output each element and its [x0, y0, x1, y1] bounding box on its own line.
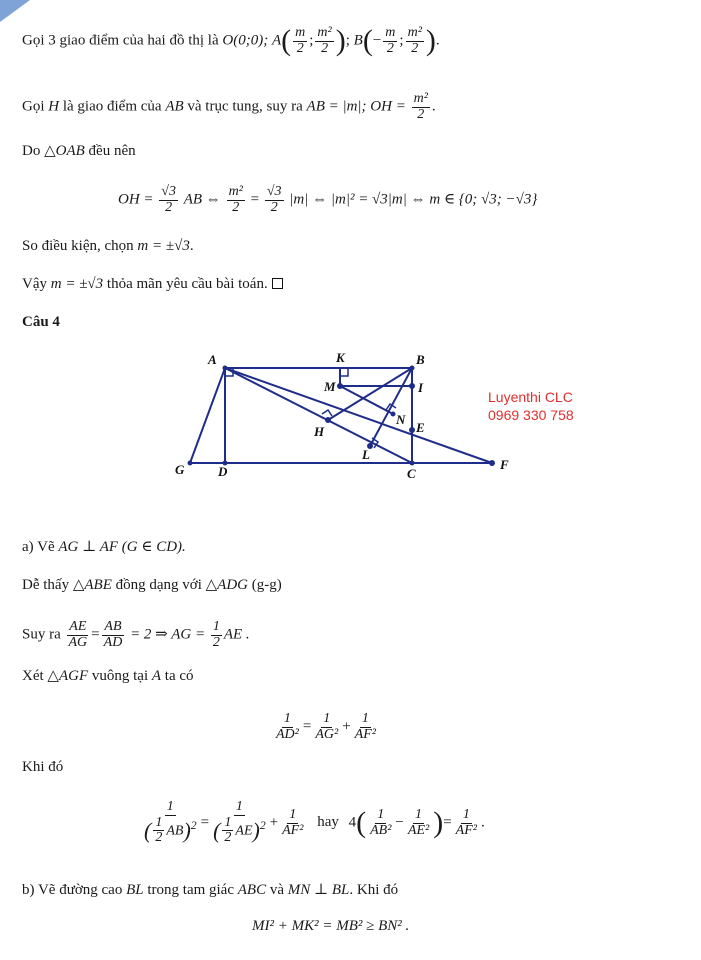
text: Gọi 3 giao điểm của hai đồ thị là — [22, 32, 219, 49]
fraction: $\frac{1}{2}$ — [212, 619, 220, 650]
segment-MN — [340, 386, 393, 414]
segment-AG — [190, 368, 225, 463]
similar-triangles: Dễ thấy △ABE đồng dạng với △ADG (g-g) — [22, 577, 282, 593]
segment-AF — [225, 368, 492, 463]
heading-question-4: Câu 4 — [22, 314, 60, 330]
fraction: 1 ( $\frac{1}{2}$ AE)$^2$ — [213, 799, 266, 846]
math-point-B: B — [353, 32, 363, 49]
equation-oh: OH = $\frac{√3}{2}$ AB ⇔ $\frac{\text{m²}}{2}$ = $\frac{√3}{2}$ |m| ⇔ |m|² = √3|m| ⇔ m ∈ {0; √3; −√3} — [118, 184, 538, 215]
fraction: $\frac{m}{2}$ — [385, 25, 396, 56]
fraction: $\frac{\text{m²}}{2}$ — [317, 25, 332, 56]
label-G: G — [175, 462, 185, 477]
equation-height: $\frac{1}{\text{AD²}}$ = $\frac{1}{\text{AG²}}$ + $\frac{1}{\text{AF²}}$ — [276, 711, 376, 742]
label-K: K — [336, 350, 345, 365]
paragraph-condition: So điều kiện, chọn m = ±√3. — [22, 238, 194, 254]
paragraph-intersections: Gọi 3 giao điểm của hai đồ thị là O(0;0); A( $\frac{m}{2}$ ; $\frac{\text{m²}}{2}$ ); B(− $\frac{m}{2}$ ; $\frac{\text{m²}}{2}$ ). — [22, 24, 440, 58]
paragraph-conclusion: Vậy m = ±√3 thỏa mãn yêu cầu bài toán. — [22, 274, 283, 294]
paren: ) — [425, 24, 436, 58]
part-b: b) Vẽ đường cao BL trong tam giác ABC và MN ⊥ BL. Khi đó — [22, 882, 399, 898]
right-triangle-line: Xét △AGF vuông tại A ta có — [22, 668, 194, 684]
paren: ( — [281, 24, 292, 58]
fraction: 1 ( $\frac{1}{2}$ AB)$^2$ — [144, 799, 197, 846]
label-I: I — [418, 380, 424, 395]
segment-AC — [225, 368, 412, 463]
math-point-O: O(0;0); — [222, 32, 269, 49]
label-B: B — [416, 352, 425, 367]
fraction: $\frac{\text{m²}}{2}$ — [228, 184, 243, 215]
fraction: $\frac{AE}{AG}$ — [68, 619, 88, 650]
fraction: $\frac{√3}{2}$ — [161, 184, 176, 215]
fraction: $\frac{1}{\text{AB²}}$ — [370, 806, 392, 838]
label-E: E — [416, 420, 425, 435]
fraction: $\frac{1}{\text{AF²}}$ — [354, 711, 376, 742]
watermark — [488, 388, 574, 424]
ratio-line: Suy ra $\frac{AE}{AG}$ = $\frac{AB}{AD}$ = 2 ⇒ AG = $\frac{1}{2}$ AE . — [22, 619, 250, 650]
right-angle-H — [322, 410, 332, 416]
label-L: L — [362, 447, 370, 462]
equation-reciprocal: 1 ( $\frac{1}{2}$ AB)$^2$ = 1 ( $\frac{1}{2}$ AE)$^2$ + $\frac{1}{\text{AF²}}$ hay 4( $\frac{1}{\text{AB²}}$ − $\frac{1}{\text{AE²}}$ )= $\frac{1}{\text{AF²}}$ . — [144, 799, 485, 846]
fraction: $\frac{√3}{2}$ — [266, 184, 282, 215]
then-text: Khi đó — [22, 759, 64, 775]
fraction: $\frac{1}{\text{AE²}}$ — [407, 806, 430, 838]
equation-final: MI² + MK² = MB² ≥ BN² . — [252, 918, 410, 934]
paragraph-equilateral: Do △OAB đều nên — [22, 143, 136, 159]
watermark-name: Luyenthi CLC — [488, 389, 573, 405]
fraction: $\frac{AB}{AD}$ — [103, 619, 123, 650]
label-N: N — [396, 412, 406, 427]
label-D: D — [218, 464, 228, 479]
fraction: $\frac{\text{m²}}{2}$ — [407, 25, 422, 56]
right-angle-K — [340, 368, 348, 376]
label-C: C — [407, 466, 416, 481]
fraction: $\frac{1}{\text{AD²}}$ — [276, 711, 299, 742]
label-H: H — [314, 424, 325, 439]
fraction: $\frac{m}{2}$ — [295, 25, 306, 56]
segment-BL — [370, 368, 412, 446]
label-F: F — [500, 457, 509, 472]
paren: ) — [335, 24, 346, 58]
fraction: $\frac{1}{\text{AF²}}$ — [455, 806, 477, 838]
part-a: a) Vẽ AG ⊥ AF (G ∈ CD). — [22, 539, 186, 555]
label-A: A — [208, 352, 217, 367]
fraction: $\frac{1}{\text{AF²}}$ — [282, 806, 304, 838]
label-M: M — [324, 379, 336, 394]
fraction: $\frac{\text{m²}}{2}$ — [413, 91, 428, 122]
math-inline: AB = |m|; OH = — [306, 98, 406, 115]
fraction: $\frac{1}{\text{AG²}}$ — [315, 711, 339, 742]
math-point-A: A — [271, 32, 282, 49]
paragraph-point-H: Gọi H là giao điểm của AB và trục tung, suy ra AB = |m|; OH = $\frac{\text{m²}}{2}$ . — [22, 91, 436, 122]
watermark-phone: 0969 330 758 — [488, 407, 574, 423]
paren: ( — [362, 24, 373, 58]
